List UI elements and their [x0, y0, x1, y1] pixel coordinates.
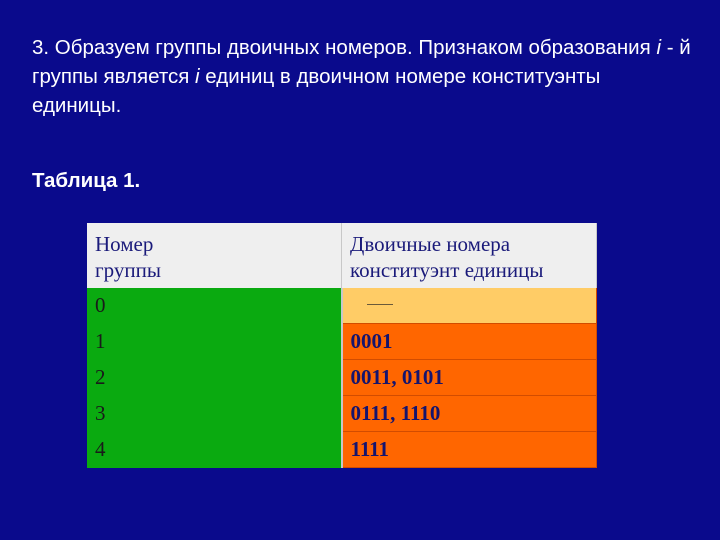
group-number-cell: 2: [87, 360, 342, 396]
table-row: [87, 324, 597, 360]
header-group-number-line-2: группы: [95, 257, 161, 282]
empty-dash: [367, 304, 393, 305]
table-row: [87, 360, 597, 396]
table-caption: Таблица 1.: [32, 169, 141, 192]
intro-text-part-2: - й группы является: [32, 36, 691, 88]
header-binary-numbers-line-2: конституэнт единицы: [350, 257, 544, 282]
binary-numbers-cell: 0011, 0101: [342, 360, 597, 396]
intro-variable-i-1: i: [656, 36, 661, 59]
group-number-cell: 3: [87, 396, 342, 432]
header-group-number: [87, 223, 342, 288]
groups-table: [87, 223, 597, 468]
intro-text-part-1: 3. Образуем группы двоичных номеров. Признаком образования: [32, 36, 657, 59]
header-binary-numbers: [342, 223, 597, 288]
binary-numbers-cell: [342, 288, 597, 324]
group-number-cell: 4: [87, 432, 342, 468]
binary-numbers-cell: 1111: [342, 432, 597, 468]
header-binary-numbers-line-1: Двоичные номера: [350, 231, 511, 256]
table-header-row: [87, 223, 597, 288]
intro-text-part-3: единиц в двоичном номере конституэнты единицы.: [32, 65, 601, 117]
group-number-cell: 0: [87, 288, 342, 324]
binary-numbers-cell: 0111, 1110: [342, 396, 597, 432]
table-row: [87, 396, 597, 432]
intro-variable-i-2: i: [195, 65, 200, 88]
table-row: [87, 288, 597, 324]
table-row: [87, 432, 597, 468]
binary-numbers-cell: 0001: [342, 324, 597, 360]
header-group-number-line-1: Номер: [95, 231, 154, 256]
group-number-cell: 1: [87, 324, 342, 360]
intro-paragraph: [32, 33, 692, 120]
